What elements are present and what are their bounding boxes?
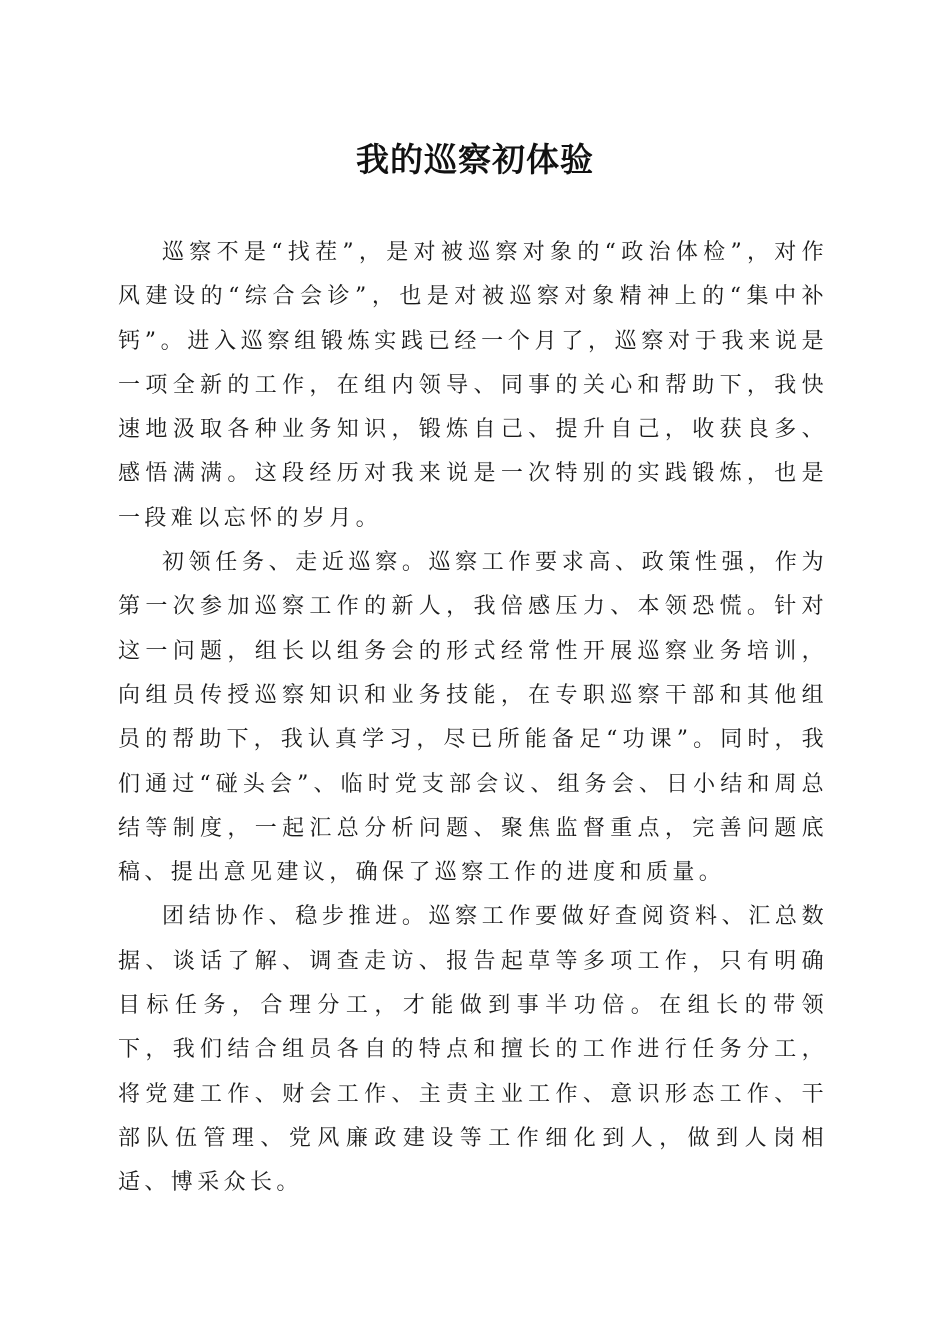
paragraph-1: 巡察不是“找茬”，是对被巡察对象的“政治体检”，对作风建设的“综合会诊”，也是对被巡察对象精神上的“集中补钙”。进入巡察组锻炼实践已经一个月了，巡察对于我来说是一项全新的工作，在组内领导、同事的关心和帮助下，我快速地汲取各种业务知识，锻炼自己、提升自己，收获良多、感悟满满。这段经历对我来说是一次特别的实践锻炼，也是一段难以忘怀的岁月。: [118, 240, 828, 531]
document-body: [118, 231, 828, 1206]
document-title: 我的巡察初体验: [356, 140, 594, 179]
paragraph-3: 团结协作、稳步推进。巡察工作要做好查阅资料、汇总数据、谈话了解、调查走访、报告起草等多项工作，只有明确目标任务，合理分工，才能做到事半功倍。在组长的带领下，我们结合组员各自的特点和擅长的工作进行任务分工，将党建工作、财会工作、主责主业工作、意识形态工作、干部队伍管理、党风廉政建设等工作细化到人，做到人岗相适、博采众长。: [118, 904, 828, 1196]
paragraph-2: 初领任务、走近巡察。巡察工作要求高、政策性强，作为第一次参加巡察工作的新人，我倍感压力、本领恐慌。针对这一问题，组长以组务会的形式经常性开展巡察业务培训，向组员传授巡察知识和业务技能，在专职巡察干部和其他组员的帮助下，我认真学习，尽已所能备足“功课”。同时，我们通过“碰头会”、临时党支部会议、组务会、日小结和周总结等制度，一起汇总分析问题、聚焦监督重点，完善问题底稿、提出意见建议，确保了巡察工作的进度和质量。: [118, 550, 828, 886]
